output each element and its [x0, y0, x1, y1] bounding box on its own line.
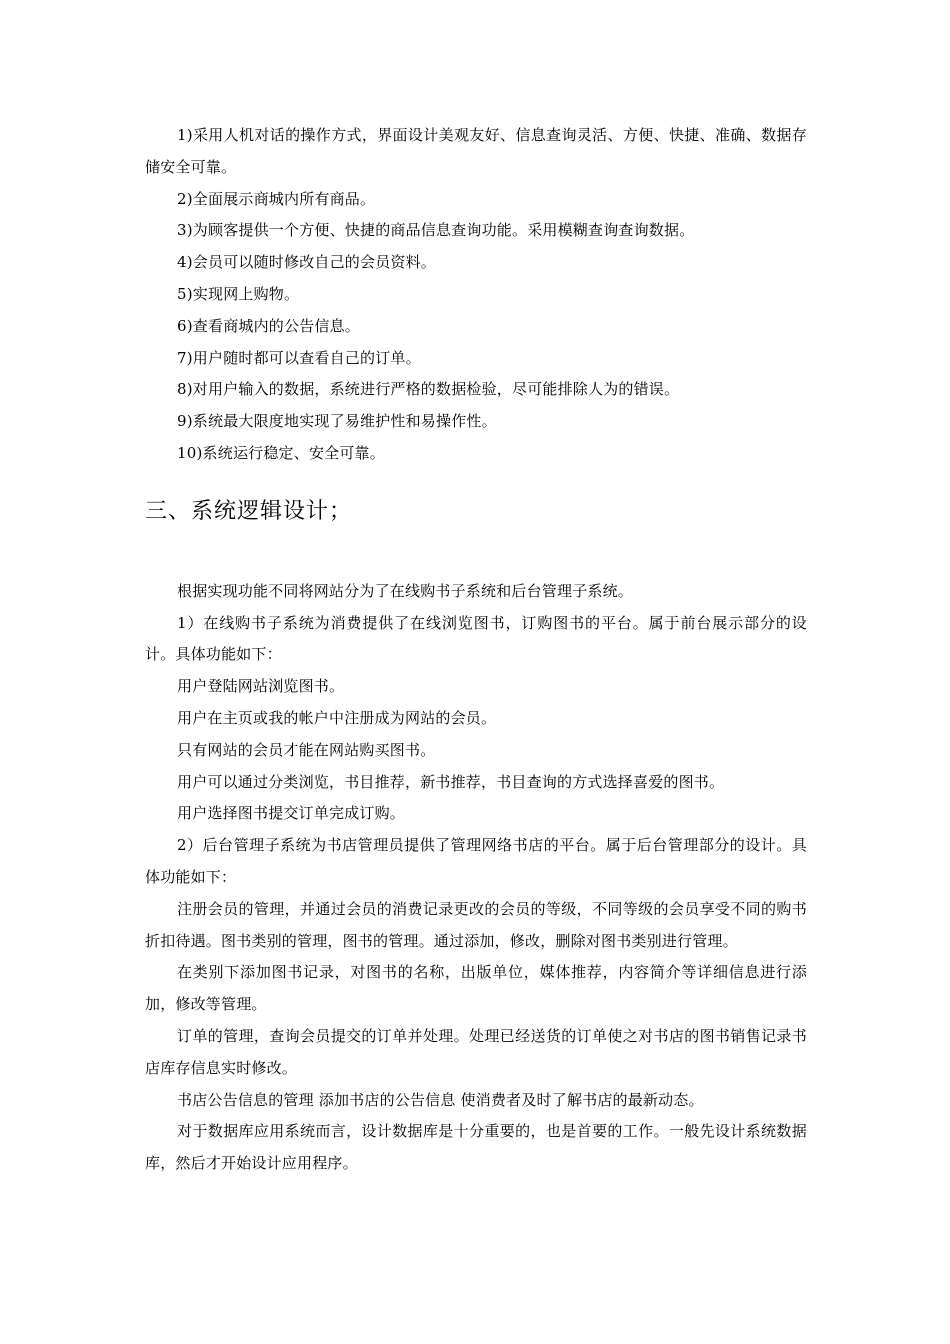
body-paragraph-register: 用户在主页或我的帐户中注册成为网站的会员。	[177, 708, 497, 727]
feature-item-6: 6)查看商城内的公告信息。	[177, 316, 360, 335]
document-content	[145, 120, 807, 1180]
body-paragraph-book-records: 在类别下添加图书记录，对图书的名称，出版单位，媒体推荐，内容简介等详细信息进行添加，修改等管理。	[145, 963, 807, 1014]
section-heading: 三、系统逻辑设计；	[145, 498, 353, 524]
body-paragraph-intro: 根据实现功能不同将网站分为了在线购书子系统和后台管理子系统。	[177, 581, 634, 600]
feature-item-5: 5)实现网上购物。	[177, 284, 300, 303]
feature-item-7: 7)用户随时都可以查看自己的订单。	[177, 348, 421, 367]
body-paragraph-frontend: 1）在线购书子系统为消费提供了在线浏览图书，订购图书的平台。属于前台展示部分的设计。具体功能如下：	[145, 613, 807, 664]
feature-item-8: 8)对用户输入的数据，系统进行严格的数据检验，尽可能排除人为的错误。	[177, 380, 680, 399]
body-paragraph-login: 用户登陆网站浏览图书。	[177, 677, 345, 696]
feature-item-1: 1)采用人机对话的操作方式，界面设计美观友好、信息查询灵活、方便、快捷、准确、数据存储安全可靠。	[145, 126, 807, 176]
body-paragraph-members-only: 只有网站的会员才能在网站购买图书。	[177, 740, 436, 759]
feature-item-2: 2)全面展示商城内所有商品。	[177, 189, 376, 208]
feature-item-10: 10)系统运行稳定、安全可靠。	[177, 443, 385, 462]
body-paragraph-database: 对于数据库应用系统而言，设计数据库是十分重要的，也是首要的工作。一般先设计系统数据库，然后才开始设计应用程序。	[145, 1122, 807, 1173]
body-paragraph-member-management: 注册会员的管理，并通过会员的消费记录更改的会员的等级，不同等级的会员享受不同的购书折扣待遇。图书类别的管理，图书的管理。通过添加，修改，删除对图书类别进行管理。	[145, 899, 807, 950]
feature-item-4: 4)会员可以随时修改自己的会员资料。	[177, 253, 436, 272]
body-paragraph-announcements: 书店公告信息的管理 添加书店的公告信息 使消费者及时了解书店的最新动态。	[177, 1090, 704, 1109]
feature-item-9: 9)系统最大限度地实现了易维护性和易操作性。	[177, 412, 497, 431]
body-paragraph-browse: 用户可以通过分类浏览，书目推荐，新书推荐，书目查询的方式选择喜爱的图书。	[177, 772, 725, 791]
feature-item-3: 3)为顾客提供一个方便、快捷的商品信息查询功能。采用模糊查询查询数据。	[177, 221, 695, 240]
body-paragraph-backend: 2）后台管理子系统为书店管理员提供了管理网络书店的平台。属于后台管理部分的设计。具体功能如下：	[145, 836, 807, 886]
body-paragraph-order-management: 订单的管理，查询会员提交的订单并处理。处理已经送货的订单使之对书店的图书销售记录书店库存信息实时修改。	[145, 1026, 807, 1077]
body-paragraph-order: 用户选择图书提交订单完成订购。	[177, 804, 406, 823]
